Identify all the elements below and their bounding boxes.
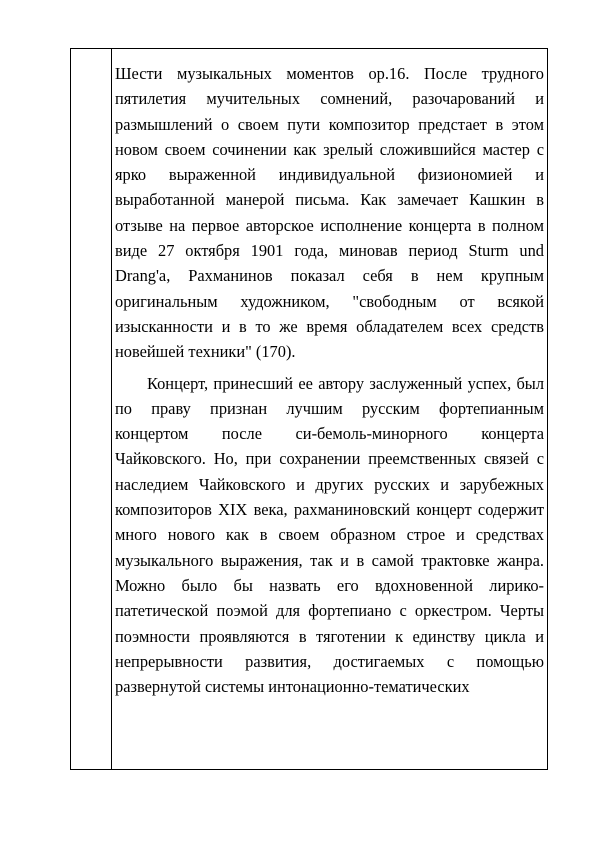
paragraph-2: Концерт, принесший ее автору заслуженный успех, был по праву признан лучшим русским фортепианным концертом после си-бемоль-минорного концерта Чайковского. Но, при сохранении преемственных связей с наследием Чайковского и других русских и зарубежных композиторов XIX века, рахманиновский концерт содержит много нового как в своем образном строе и средствах музыкального выражения, так и в самой трактовке жанра. Можно было бы назвать его вдохновенной лирико-патетической поэмой для фортепиано с оркестром. Черты поэмности проявляются в тяготении к единству цикла и непрерывности развития, достигаемых с помощью развернутой системы интонационно-тематических: [115, 373, 544, 697]
left-margin-column: [71, 49, 112, 769]
text-column: [115, 61, 544, 705]
paragraph-1: Шести музыкальных моментов ор.16. После трудного пятилетия мучительных сомнений, разочарований и размышлений о своем пути композитор предстает в этом новом своем сочинении как зрелый сложившийся мастер с ярко выраженной индивидуальной физиономией и выработанной манерой письма. Как замечает Кашкин в отзыве на первое авторское исполнение концерта в полном виде 27 октября 1901 года, миновав период Sturm und Drang'a, Рахманинов показал себя в нем крупным оригинальным художником, "свободным от всякой изысканности и в то же время обладателем всех средств новейшей техники" (170).: [115, 64, 544, 362]
page-table: [70, 48, 548, 770]
